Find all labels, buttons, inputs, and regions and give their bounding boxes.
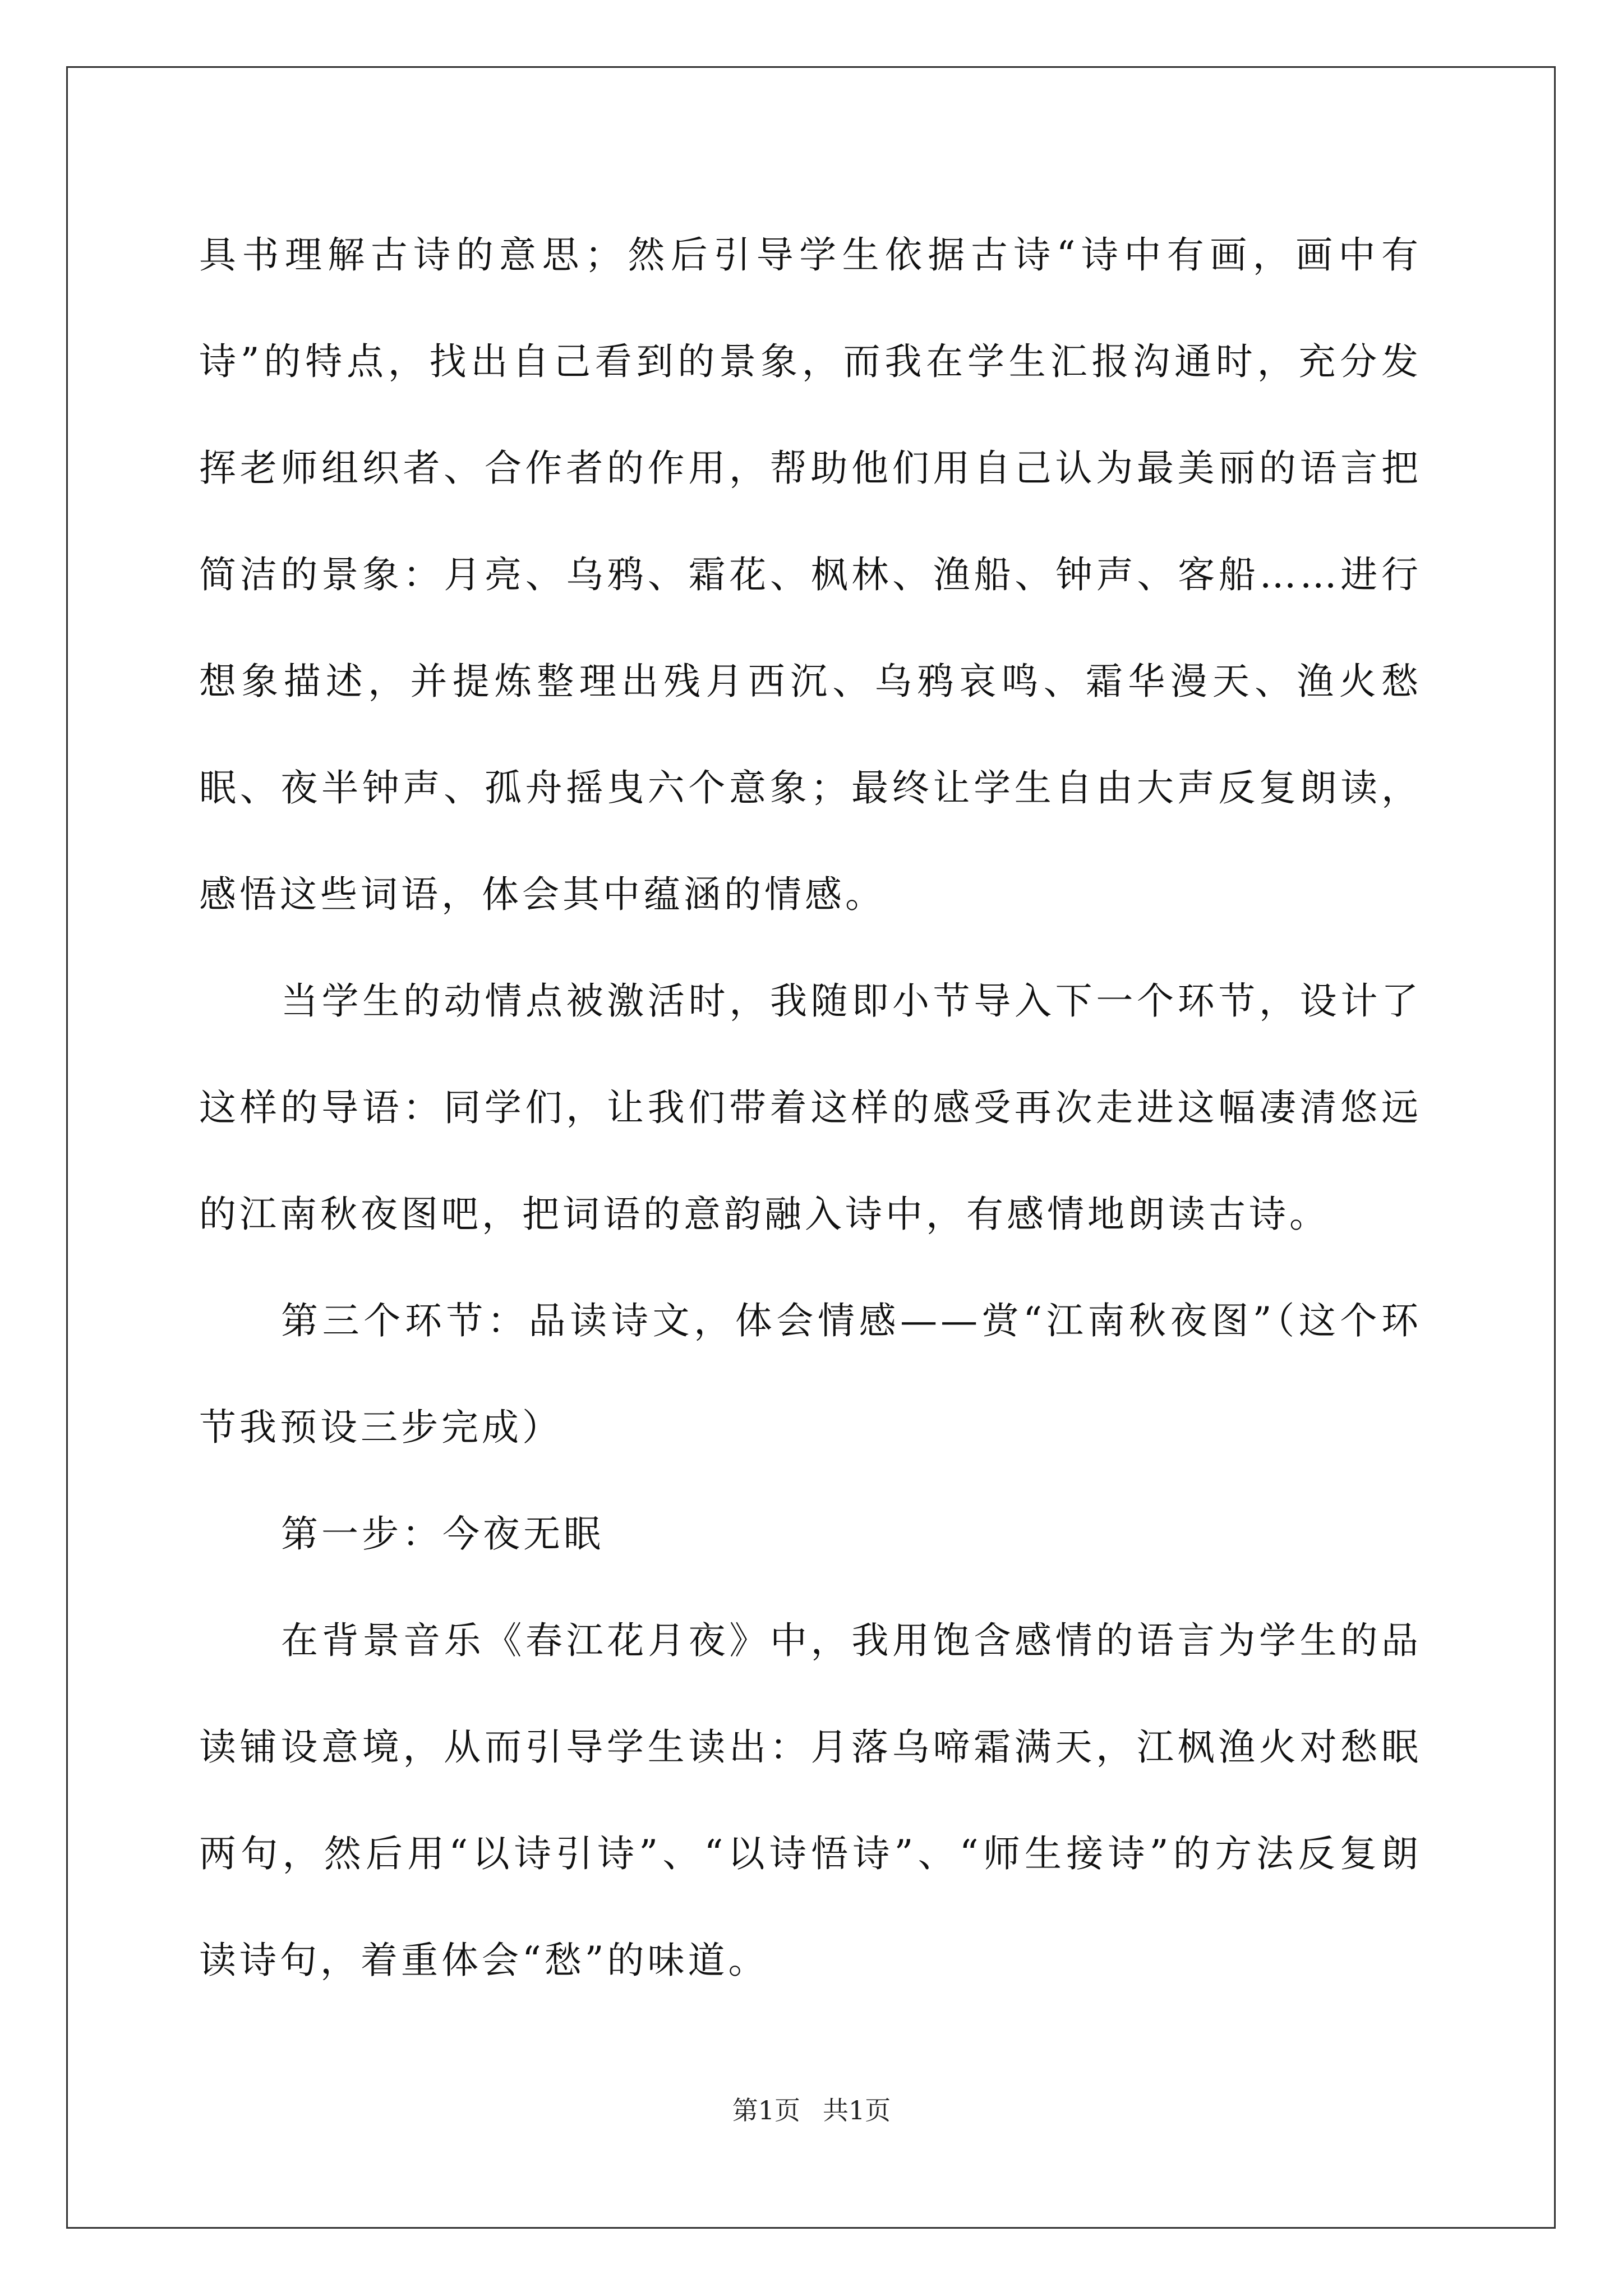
page-total: 共1页 — [823, 2095, 891, 2125]
paragraph-4: 第一步：今夜无眠 — [281, 1512, 604, 1556]
page-number: 第1页 — [732, 2095, 800, 2125]
paragraph-1: 具书理解古诗的意思；然后引导学生依据古诗“诗中有画，画中有诗”的特点，找出自己看到的景象，而我在学生汇报沟通时，充分发挥老师组织者、合作者的作用，帮助他们用自己认为最美丽的语言把简洁的景象：月亮、乌鸦、霜花、枫林、渔船、钟声、客船……进行想象描述，并提炼整理出残月西沉、乌鸦哀鸣、霜华漫天、渔火愁眠、夜半钟声、孤舟摇曳六个意象；最终让学生自由大声反复朗读，感悟这些词语，体会其中蕴涵的情感。 — [199, 233, 1422, 916]
paragraph-5: 在背景音乐《春江花月夜》中，我用饱含感情的语言为学生的品读铺设意境，从而引导学生读出：月落乌啼霜满天，江枫渔火对愁眠两句，然后用“以诗引诗”、“以诗悟诗”、“师生接诗”的方法反复朗读诗句，着重体会“愁”的味道。 — [199, 1619, 1422, 1982]
paragraph-2: 当学生的动情点被激活时，我随即小节导入下一个环节，设计了这样的导语：同学们，让我们带着这样的感受再次走进这幅凄清悠远的江南秋夜图吧，把词语的意韵融入诗中，有感情地朗读古诗。 — [199, 979, 1422, 1236]
document-body — [199, 202, 1422, 2014]
paragraph-3: 第三个环节：品读诗文，体会情感——赏“江南秋夜图”（这个环节我预设三步完成） — [199, 1299, 1422, 1449]
page-footer — [0, 2093, 1623, 2127]
